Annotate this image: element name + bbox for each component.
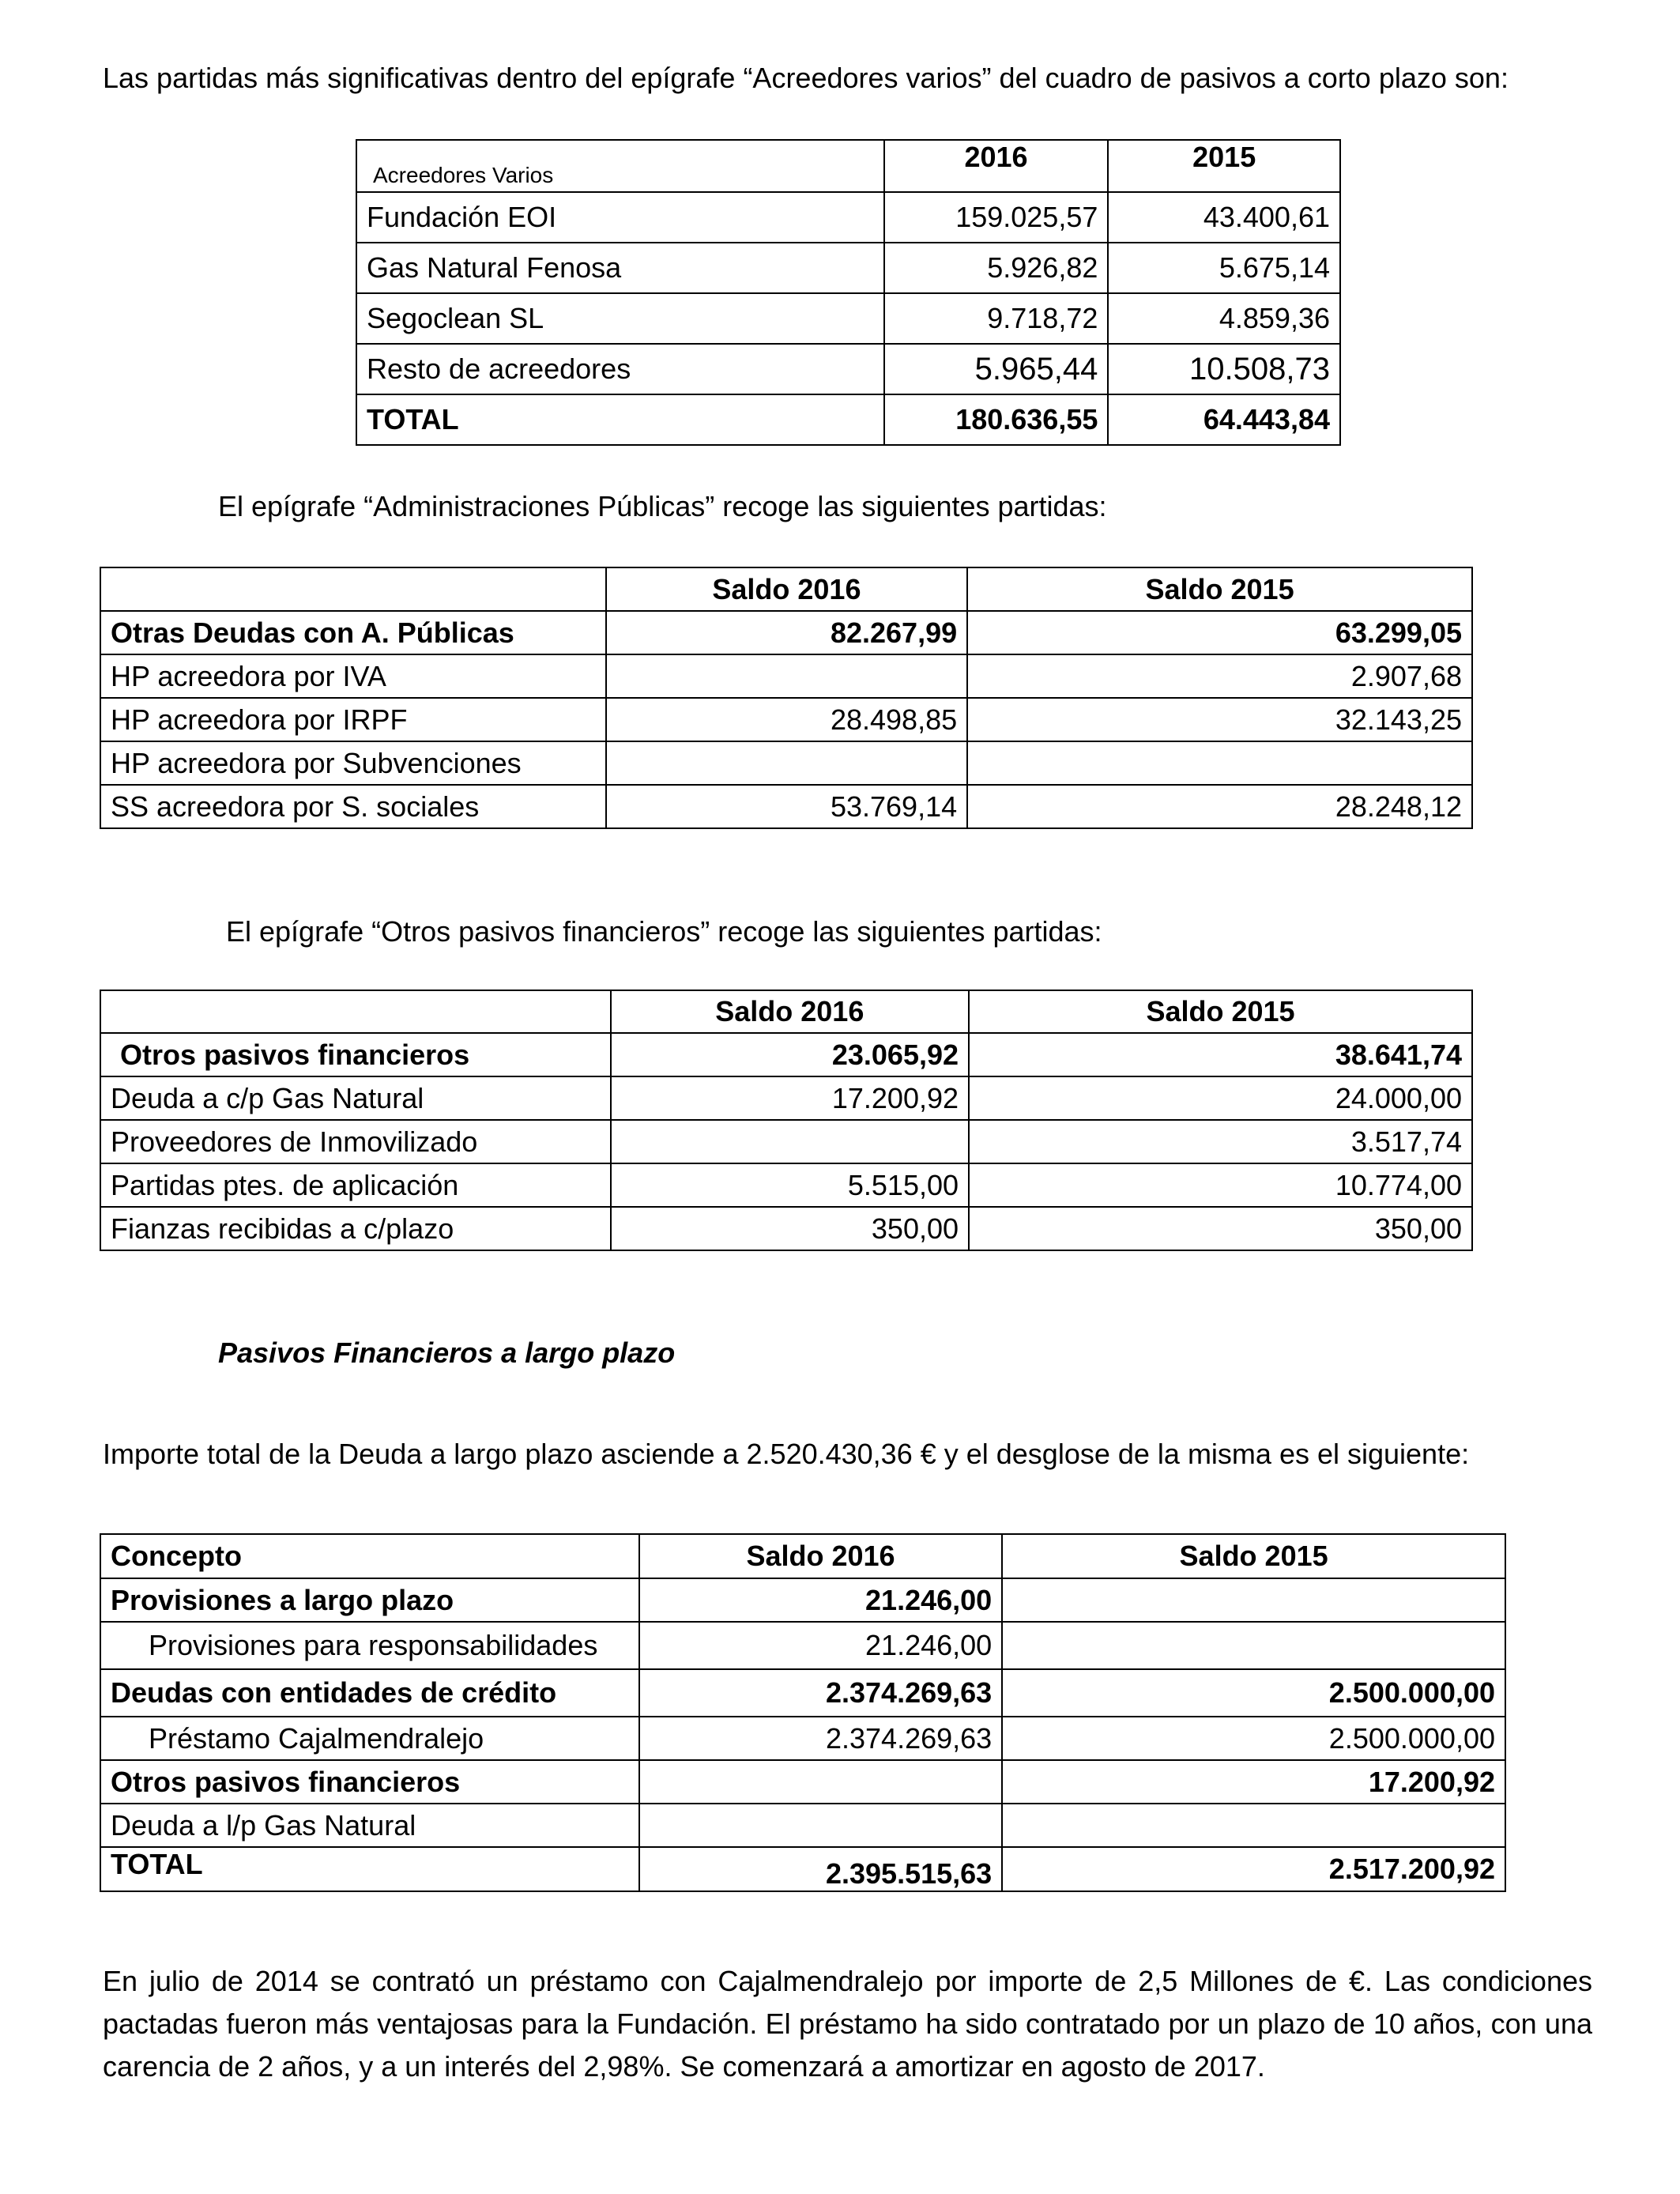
value-2015 — [967, 741, 1472, 785]
value-2015: 43.400,61 — [1108, 192, 1340, 243]
table-header-row — [100, 1534, 1505, 1578]
row-label: Gas Natural Fenosa — [356, 243, 884, 293]
row-label: Deuda a l/p Gas Natural — [100, 1804, 639, 1847]
row-label: Resto de acreedores — [356, 344, 884, 394]
total-row — [356, 394, 1340, 445]
value-2015: 63.299,05 — [967, 611, 1472, 654]
col-header-saldo-2015: Saldo 2015 — [969, 990, 1472, 1033]
row-label: SS acreedora por S. sociales — [100, 785, 606, 828]
value-2016: 2.374.269,63 — [639, 1717, 1002, 1760]
table-row — [100, 1076, 1472, 1120]
row-label: Otros pasivos financieros — [100, 1760, 639, 1804]
value-2015: 10.774,00 — [969, 1163, 1472, 1207]
value-2015: 2.907,68 — [967, 654, 1472, 698]
value-2015: 32.143,25 — [967, 698, 1472, 741]
col-header-saldo-2016: Saldo 2016 — [639, 1534, 1002, 1578]
value-2016 — [606, 654, 967, 698]
col-header-2015: 2015 — [1108, 140, 1340, 192]
value-2016: 2.395.515,63 — [639, 1847, 1002, 1891]
value-2015: 28.248,12 — [967, 785, 1472, 828]
table-row — [100, 1669, 1505, 1717]
value-2015: 64.443,84 — [1108, 394, 1340, 445]
value-2015: 5.675,14 — [1108, 243, 1340, 293]
value-2015: 2.517.200,92 — [1002, 1847, 1505, 1891]
lp-intro: Importe total de la Deuda a largo plazo asciende a 2.520.430,36 € y el desglose de la misma es el siguiente: — [103, 1438, 1470, 1470]
value-2016: 159.025,57 — [884, 192, 1109, 243]
value-2016: 53.769,14 — [606, 785, 967, 828]
row-label: Provisiones a largo plazo — [100, 1578, 639, 1622]
value-2015: 3.517,74 — [969, 1120, 1472, 1163]
table-row — [100, 1804, 1505, 1847]
value-2015: 4.859,36 — [1108, 293, 1340, 344]
row-label: Segoclean SL — [356, 293, 884, 344]
table-row — [356, 344, 1340, 394]
value-2015 — [1002, 1578, 1505, 1622]
table-header-row — [356, 140, 1340, 192]
value-2016: 17.200,92 — [611, 1076, 969, 1120]
table-row — [100, 785, 1472, 828]
table-row — [100, 741, 1472, 785]
admin-table — [100, 567, 1473, 829]
col-header-2016: 2016 — [884, 140, 1109, 192]
row-label: Deuda a c/p Gas Natural — [100, 1076, 611, 1120]
col-header-label — [100, 990, 611, 1033]
row-label: Proveedores de Inmovilizado — [100, 1120, 611, 1163]
value-2016: 9.718,72 — [884, 293, 1109, 344]
row-label: Préstamo Cajalmendralejo — [100, 1717, 639, 1760]
col-header-label: Acreedores Varios — [356, 140, 884, 192]
col-header-saldo-2016: Saldo 2016 — [611, 990, 969, 1033]
row-label: Fianzas recibidas a c/plazo — [100, 1207, 611, 1250]
value-2015: 38.641,74 — [969, 1033, 1472, 1076]
value-2016: 350,00 — [611, 1207, 969, 1250]
value-2016 — [606, 741, 967, 785]
closing-paragraph: En julio de 2014 se contrató un préstamo con Cajalmendralejo por importe de 2,5 Millones de €. Las condiciones pactadas fueron más ventajosas para la Fundación. El préstamo ha sido contratado por un plazo de 10 años, con una carencia de 2 años, y a un interés del 2,98%. Se comenzará a amortizar en agosto de 2017. — [103, 1965, 1592, 2083]
intro-paragraph: Las partidas más significativas dentro del epígrafe “Acreedores varios” del cuadro de pasivos a corto plazo son: — [103, 62, 1509, 94]
value-2015 — [1002, 1622, 1505, 1669]
col-header-saldo-2015: Saldo 2015 — [1002, 1534, 1505, 1578]
value-2015: 2.500.000,00 — [1002, 1717, 1505, 1760]
value-2016: 21.246,00 — [639, 1622, 1002, 1669]
row-label: HP acreedora por IRPF — [100, 698, 606, 741]
table-header-row — [100, 567, 1472, 611]
value-2015: 2.500.000,00 — [1002, 1669, 1505, 1717]
table-row — [100, 1760, 1505, 1804]
otros-intro: El epígrafe “Otros pasivos financieros” recoge las siguientes partidas: — [226, 915, 1102, 948]
row-label: HP acreedora por Subvenciones — [100, 741, 606, 785]
value-2016: 180.636,55 — [884, 394, 1109, 445]
table-header-row — [100, 990, 1472, 1033]
value-2015: 24.000,00 — [969, 1076, 1472, 1120]
otros-pasivos-table — [100, 990, 1473, 1251]
row-label: Fundación EOI — [356, 192, 884, 243]
value-2016: 5.965,44 — [884, 344, 1109, 394]
value-2016 — [639, 1804, 1002, 1847]
acreedores-table — [356, 139, 1341, 446]
table-row — [100, 698, 1472, 741]
value-2016: 5.926,82 — [884, 243, 1109, 293]
table-row — [100, 1163, 1472, 1207]
value-2016: 5.515,00 — [611, 1163, 969, 1207]
row-label: TOTAL — [100, 1847, 639, 1891]
table-row — [100, 1207, 1472, 1250]
table-row — [100, 611, 1472, 654]
table-row — [356, 293, 1340, 344]
value-2016 — [639, 1760, 1002, 1804]
value-2016: 23.065,92 — [611, 1033, 969, 1076]
value-2015 — [1002, 1804, 1505, 1847]
value-2016: 82.267,99 — [606, 611, 967, 654]
row-label: Deudas con entidades de crédito — [100, 1669, 639, 1717]
total-row — [100, 1847, 1505, 1891]
table-row — [100, 654, 1472, 698]
col-header-concepto: Concepto — [100, 1534, 639, 1578]
value-2015: 350,00 — [969, 1207, 1472, 1250]
table-row — [100, 1622, 1505, 1669]
value-2016 — [611, 1120, 969, 1163]
value-2015: 17.200,92 — [1002, 1760, 1505, 1804]
admin-intro: El epígrafe “Administraciones Públicas” recoge las siguientes partidas: — [218, 490, 1107, 522]
row-label: Provisiones para responsabilidades — [100, 1622, 639, 1669]
value-2015: 10.508,73 — [1108, 344, 1340, 394]
table-row — [100, 1717, 1505, 1760]
col-header-saldo-2016: Saldo 2016 — [606, 567, 967, 611]
value-2016: 21.246,00 — [639, 1578, 1002, 1622]
row-label: HP acreedora por IVA — [100, 654, 606, 698]
row-label: Partidas ptes. de aplicación — [100, 1163, 611, 1207]
value-2016: 28.498,85 — [606, 698, 967, 741]
row-label: Otras Deudas con A. Públicas — [100, 611, 606, 654]
value-2016: 2.374.269,63 — [639, 1669, 1002, 1717]
section-heading: Pasivos Financieros a largo plazo — [218, 1336, 676, 1369]
row-label: TOTAL — [356, 394, 884, 445]
col-header-saldo-2015: Saldo 2015 — [967, 567, 1472, 611]
col-header-label — [100, 567, 606, 611]
largo-plazo-table — [100, 1533, 1506, 1892]
row-label: Otros pasivos financieros — [100, 1033, 611, 1076]
table-row — [356, 192, 1340, 243]
table-row — [356, 243, 1340, 293]
table-row — [100, 1578, 1505, 1622]
table-row — [100, 1120, 1472, 1163]
table-row — [100, 1033, 1472, 1076]
